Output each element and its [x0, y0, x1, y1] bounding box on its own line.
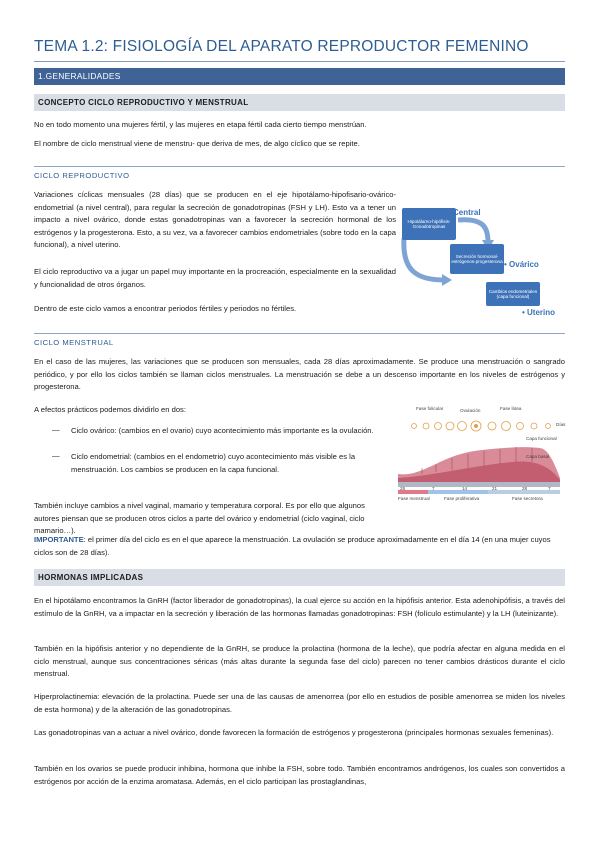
heading-ciclo-reproductivo: CICLO REPRODUCTIVO	[34, 171, 130, 180]
heading-ciclo-menstrual: CICLO MENSTRUAL	[34, 338, 114, 347]
day-tick: 28	[400, 486, 406, 491]
bullet-ciclo-ovarico: Ciclo ovárico: (cambios en el ovario) cuyo acontecimiento más importante es la ovulación.	[71, 426, 374, 435]
day-tick: 21	[492, 486, 498, 491]
bullet-dash: —	[52, 451, 60, 460]
bullet-dash: —	[52, 425, 60, 434]
label-ovulacion: Ovulación	[460, 408, 481, 413]
day-tick: 28	[522, 486, 528, 491]
paragraph-variaciones-mensuales: En el caso de las mujeres, las variaciones que se producen son mensuales, cada 28 días aproximadamente. Se produce una menstruación o sangrado periódico, y por ello los ciclos también se llaman ciclos menstruales. La menstruación se debe a un descenso importante en los niveles de estrógenos y progesterona.	[34, 357, 565, 391]
paragraph-periodos: Dentro de este ciclo vamos a encontrar periodos fértiles y periodos no fértiles.	[34, 304, 297, 313]
paragraph-dividir: A efectos prácticos podemos dividirlo en dos:	[34, 405, 186, 414]
menstrual-cycle-diagram	[392, 402, 570, 510]
label-fase-proliferativa: Fase proliferativa	[444, 496, 480, 501]
label-capa-basal: Capa basal	[526, 454, 550, 459]
paragraph-variaciones: Variaciones cíclicas mensuales (28 días) que se producen en el eje hipotálamo-hipofisario-ovárico-endometrial (a nivel central), para regular la secreción de gonadotropinas (FSH y LH). Esto va a tener un impacto a nivel ovárico, donde estas gonadotropinas van a favorecer la secreción hormonal de los estrógenos y la progesterona. Esto, a su vez, va a favorecer cambios endometriales (sobre todo en la capa funcional), a nivel uterino.	[34, 190, 396, 249]
hormonal-axis-diagram	[396, 200, 568, 320]
paragraph-otros-ciclos: También incluye cambios a nivel vaginal, mamario y temperatura corporal. Es por ello que algunos autores piensan que se producen otros ciclos a parte del ovárico y endometrial (ciclo vaginal, ciclo mamario…).	[34, 501, 365, 535]
label-fase-lutea: Fase lútea	[500, 406, 522, 411]
label-central: • Central	[448, 208, 481, 217]
label-dias: Días	[556, 422, 566, 427]
label-ovarico: • Ovárico	[504, 260, 539, 269]
paragraph-gonadotropinas: Las gonadotropinas van a actuar a nivel ovárico, donde favorecen la formación de estrógenos y progesterona (principales hormonas sexuales femeninas).	[34, 728, 554, 737]
day-tick: 14	[462, 486, 468, 491]
section-header-generalidades: 1.GENERALIDADES	[34, 68, 565, 85]
divider-menstrual	[34, 333, 565, 334]
subsection-header-hormonas: HORMONAS IMPLICADAS	[34, 569, 565, 586]
label-uterino: • Uterino	[522, 308, 556, 317]
box-hipotalamo: Hipotálamo-hipófisis-Gonadotropinas	[402, 208, 456, 240]
day-tick: 7	[548, 486, 551, 491]
important-label: IMPORTANTE	[34, 535, 84, 544]
label-fase-secretora: Fase secretora	[512, 496, 543, 501]
paragraph-importante	[34, 534, 565, 559]
subsection-header-concepto: CONCEPTO CICLO REPRODUCTIVO Y MENSTRUAL	[34, 94, 565, 111]
paragraph-nombre-ciclo: El nombre de ciclo menstrual viene de menstru- que deriva de mes, de algo cíclico que se repite.	[34, 139, 360, 148]
bullet-ciclo-endometrial: Ciclo endometrial: (cambios en el endometrio) cuyo acontecimiento más visible es la menstruación. Los cambios se producen en la capa funcional.	[71, 452, 356, 474]
divider-reproductivo	[34, 166, 565, 167]
day-tick: 7	[432, 486, 435, 491]
paragraph-gnrh: En el hipotálamo encontramos la GnRH (factor liberador de gonadotropinas), la cual ejerce su acción en la hipófisis anterior. Esta adenohipófisis, a través del estímulo de la GnRH, va a impactar en la secreción y liberación de las hormonas llamadas gonadotropinas: FSH (folículo estimulante) y la LH (luteinizante).	[34, 596, 565, 618]
title-underline	[34, 61, 565, 62]
page-title: TEMA 1.2: FISIOLOGÍA DEL APARATO REPRODUCTOR FEMENINO	[34, 38, 529, 55]
label-capa-funcional: Capa funcional	[526, 436, 557, 441]
paragraph-fertil: No en todo momento una mujeres fértil, y las mujeres en etapa fértil cada cierto tiempo menstrúan.	[34, 120, 367, 129]
important-text: : el primer día del ciclo es en el que aparece la menstruación. La ovulación se produce aproximadamente en el día 14 (en una mujer cuyos ciclos son de 28 días).	[34, 535, 551, 557]
paragraph-hiperprolactinemia: Hiperprolactinemia: elevación de la prolactina. Puede ser una de las causas de amenorrea (por ello en estudios de posible amenorrea se miden los niveles de esta hormona) y de la alteración de las gonadotropinas.	[34, 692, 565, 714]
paragraph-inhibina: También en los ovarios se puede producir inhibina, hormona que inhibe la FSH, sobre todo. También encontramos andrógenos, los cuales son convertidos a estrógenos por acción de la enzima aromatasa. Además, en el ciclo participan las prostaglandinas,	[34, 764, 565, 786]
paragraph-prolactina: También en la hipófisis anterior y no dependiente de la GnRH, se produce la prolactina (hormona de la leche), que podría afectar en alguna medida en el ciclo menstrual, aunque sus concentraciones séricas (más altas durante la segunda fase del ciclo) parecen no tener cambios drásticos durante el ciclo menstrual.	[34, 644, 565, 678]
label-fase-menstrual: Fase menstrual	[398, 496, 430, 501]
box-secrecion-hormonal: Secreción hormonal-estrógenos-progesterona	[450, 244, 504, 274]
box-cambios-endometriales: Cambios endometriales (capa funcional)	[486, 282, 540, 306]
paragraph-procreacion: El ciclo reproductivo va a jugar un papel muy importante en la procreación, especialmente en la sexualidad y funcionalidad de otros órganos.	[34, 267, 396, 289]
label-fase-folicular: Fase folicular	[416, 406, 444, 411]
